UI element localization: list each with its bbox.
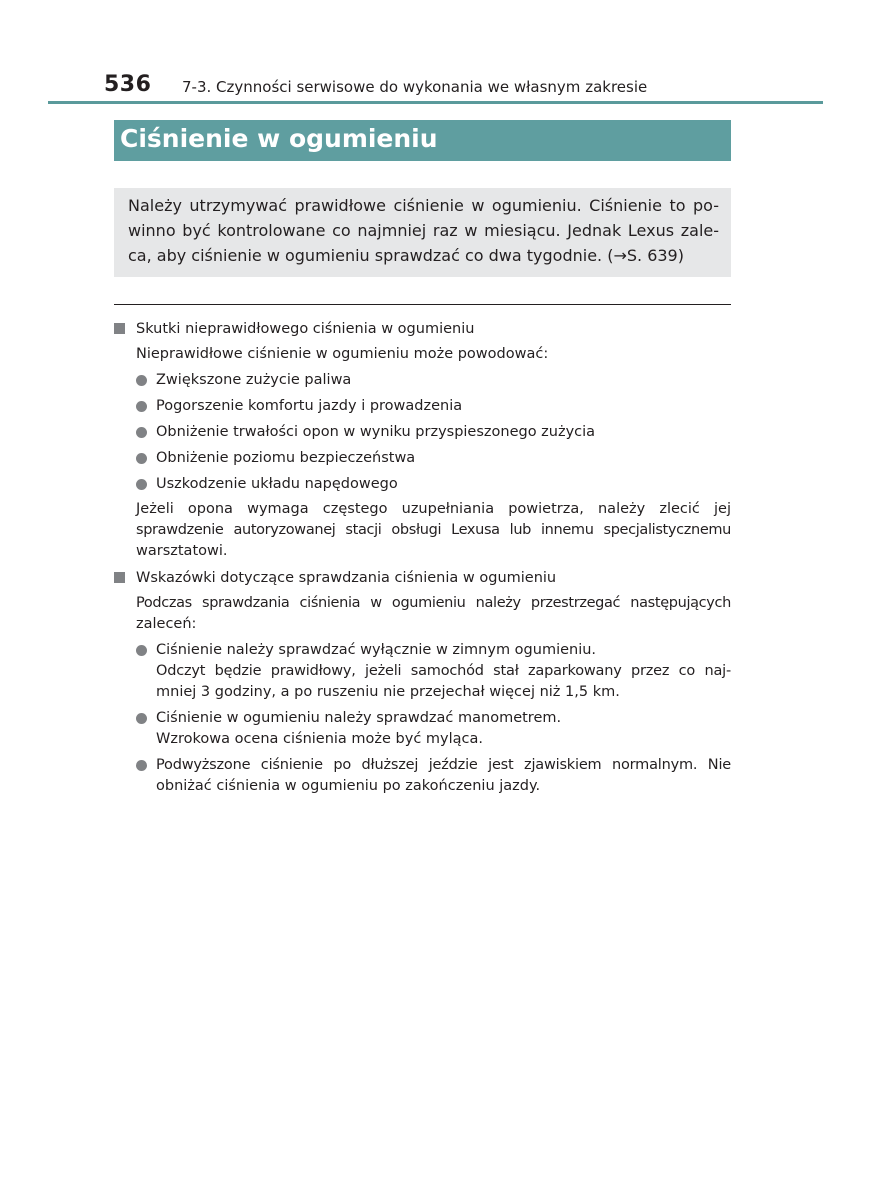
content — [114, 318, 731, 797]
divider — [114, 304, 731, 305]
round-bullet-icon — [136, 401, 147, 412]
chapter-title: 7-3. Czynności serwisowe do wykonania we własnym zakresie — [182, 78, 648, 96]
list-item — [136, 396, 731, 417]
page-number: 536 — [104, 72, 152, 97]
list-item-text: Ciśnienie należy sprawdzać wyłącznie w zimnym ogumieniu. — [156, 642, 597, 658]
section-title: Ciśnienie w ogumieniu — [120, 124, 438, 153]
list-item-text: Obniżenie poziomu bezpieczeństwa — [156, 450, 416, 466]
list-item — [136, 708, 731, 750]
square-bullet-icon — [114, 572, 125, 583]
section-heading-text: Skutki nieprawidłowego ciśnienia w ogumieniu — [136, 321, 475, 337]
round-bullet-icon — [136, 713, 147, 724]
list-item — [136, 474, 731, 495]
list-item-text: Ciśnienie w ogumieniu należy sprawdzać manometrem. — [156, 710, 562, 726]
square-bullet-icon — [114, 323, 125, 334]
list-item — [136, 640, 731, 703]
list-item-text: Wzrokowa ocena ciśnienia może być myląca. — [156, 731, 484, 747]
list-item — [136, 755, 731, 797]
section-heading-tips — [114, 567, 731, 589]
paragraph-line: warsztatowi. — [136, 543, 228, 559]
list-item-text: Odczyt będzie prawidłowy, jeżeli samochód stał zaparkowany przez co naj- — [156, 663, 731, 679]
intro-line: ca, aby ciśnienie w ogumieniu sprawdzać co dwa tygodnie. (→S. 639) — [128, 246, 684, 265]
list-item-text: Pogorszenie komfortu jazdy i prowadzenia — [156, 398, 463, 414]
paragraph-line: Podczas sprawdzania ciśnienia w ogumieniu należy przestrzegać następujących — [136, 595, 731, 611]
list-item — [136, 422, 731, 443]
section-title-bar — [114, 120, 731, 161]
list-item-text: Podwyższone ciśnienie po dłuższej jeździe jest zjawiskiem normalnym. Nie — [156, 757, 731, 773]
round-bullet-icon — [136, 760, 147, 771]
header-rule — [48, 101, 823, 104]
section-heading-effects — [114, 318, 731, 340]
section-heading-text: Wskazówki dotyczące sprawdzania ciśnienia w ogumieniu — [136, 570, 557, 586]
list-item-text: obniżać ciśnienia w ogumieniu po zakończeniu jazdy. — [156, 778, 541, 794]
round-bullet-icon — [136, 427, 147, 438]
intro-line: winno być kontrolowane co najmniej raz w miesiącu. Jednak Lexus zale- — [128, 221, 719, 240]
paragraph-line: Jeżeli opona wymaga częstego uzupełniania powietrza, należy zlecić jej — [136, 501, 731, 517]
round-bullet-icon — [136, 453, 147, 464]
list-item-text: Obniżenie trwałości opon w wyniku przyspieszonego zużycia — [156, 424, 596, 440]
paragraph-line: zaleceń: — [136, 616, 197, 632]
round-bullet-icon — [136, 479, 147, 490]
list-item-text: Uszkodzenie układu napędowego — [156, 476, 398, 492]
list-item-text: mniej 3 godziny, a po ruszeniu nie przejechał więcej niż 1,5 km. — [156, 684, 620, 700]
round-bullet-icon — [136, 645, 147, 656]
note-paragraph — [136, 499, 731, 562]
list-item — [136, 370, 731, 391]
paragraph-line: Nieprawidłowe ciśnienie w ogumieniu może powodować: — [136, 346, 549, 362]
intro-line: Należy utrzymywać prawidłowe ciśnienie w ogumieniu. Ciśnienie to po- — [128, 196, 719, 215]
lead-paragraph — [136, 344, 731, 365]
intro-box — [114, 188, 731, 277]
list-item-text: Zwiększone zużycie paliwa — [156, 372, 352, 388]
lead-paragraph — [136, 593, 731, 635]
page-header — [104, 72, 824, 100]
paragraph-line: sprawdzenie autoryzowanej stacji obsługi Lexusa lub innemu specjalistycznemu — [136, 522, 731, 538]
round-bullet-icon — [136, 375, 147, 386]
list-item — [136, 448, 731, 469]
